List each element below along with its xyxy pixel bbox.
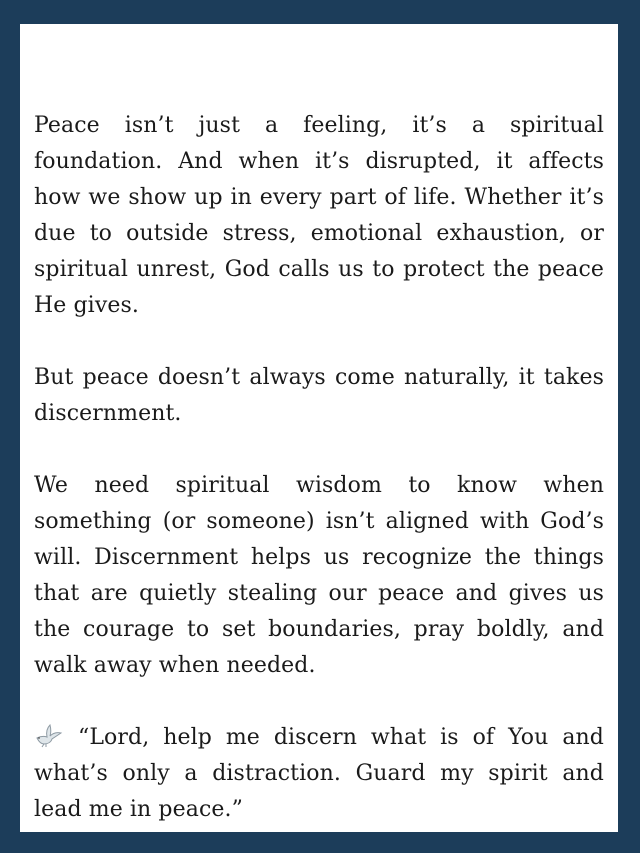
dove-icon [34, 724, 64, 748]
page-card [20, 24, 618, 832]
paragraph-spiritual-wisdom: We need spiritual wisdom to know when something (or someone) isn’t aligned with God’s will. Discernment helps us recognize the things that are quietly stealing our peace and gives us the courage to set boundaries, pray boldly, and walk away when needed. [34, 473, 604, 678]
paragraph-discernment: But peace doesn’t always come naturally, it takes discernment. [34, 365, 604, 426]
prayer-text: “Lord, help me discern what is of You and what’s only a distraction. Guard my spirit and lead me in peace.” [34, 725, 604, 822]
prayer-paragraph [34, 720, 604, 828]
paragraph-peace-foundation: Peace isn’t just a feeling, it’s a spiritual foundation. And when it’s disrupted, it affects how we show up in every part of life. Whether it’s due to outside stress, emotional exhaustion, or spiritual unrest, God calls us to protect the peace He gives. [34, 113, 604, 318]
